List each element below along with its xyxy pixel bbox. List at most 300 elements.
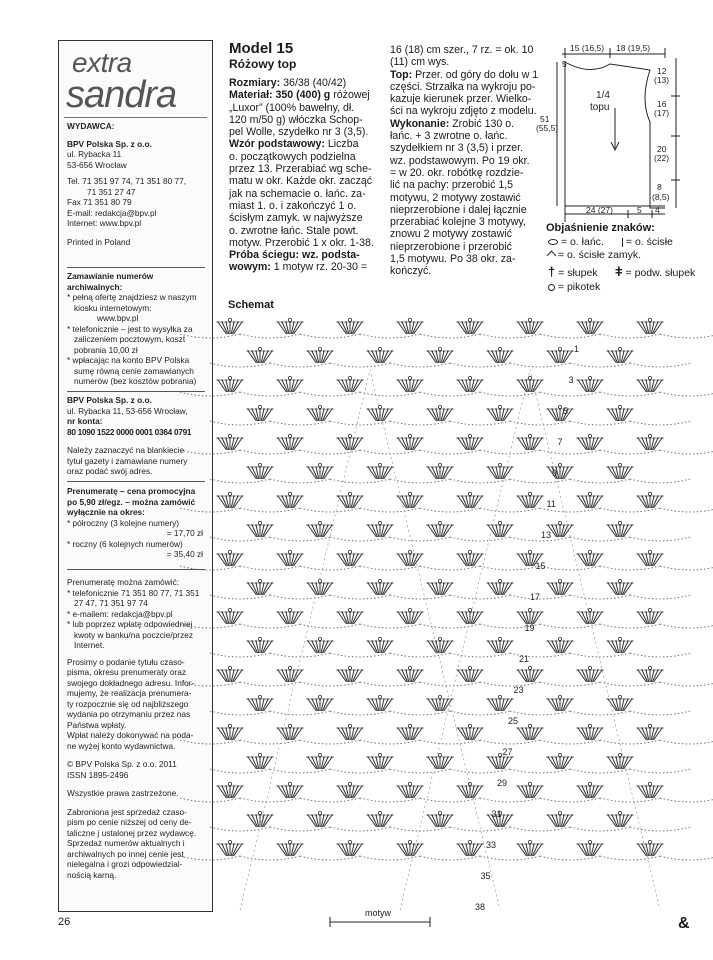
- archive-heading-2: archiwalnych:: [67, 281, 123, 292]
- chain-arch: [510, 769, 570, 773]
- picot-mark: [468, 840, 471, 843]
- request-line: wydania po otrzymaniu przez nas: [67, 709, 191, 719]
- picot-mark: [618, 521, 621, 524]
- article-text: o. początkowych podzielna: [229, 150, 356, 163]
- chain-arch: [240, 450, 300, 454]
- archive-line: numerów (bez kosztów pobrania): [74, 376, 197, 386]
- chain-arch: [660, 566, 713, 570]
- chain-arch: [240, 334, 300, 338]
- picot-mark: [498, 753, 501, 756]
- picot-mark: [348, 434, 351, 437]
- publisher-sidebar: [58, 40, 213, 912]
- picot-mark: [228, 608, 231, 611]
- picot-mark: [468, 608, 471, 611]
- article-text: matu w okr. Każde okr. zacząć: [229, 175, 373, 188]
- chain-arch: [330, 363, 390, 367]
- corner-mark: &: [678, 915, 690, 932]
- account-label: nr konta:: [67, 416, 103, 426]
- picot-mark: [228, 840, 231, 843]
- picot-mark: [318, 521, 321, 524]
- chain-arch: [300, 740, 360, 744]
- picot-mark: [378, 521, 381, 524]
- picot-mark: [528, 724, 531, 727]
- picot-mark: [258, 695, 261, 698]
- legend-chain: [548, 236, 604, 248]
- picot-mark: [558, 405, 561, 408]
- logo-sandra: sandra: [66, 74, 177, 116]
- picot-mark: [318, 695, 321, 698]
- picot-symbol-icon: [548, 284, 555, 291]
- article-text: części. Strzałka na wykroju po-: [390, 80, 536, 93]
- chain-arch: [330, 595, 390, 599]
- chain-arch: [660, 798, 713, 802]
- chain-arch: [270, 479, 330, 483]
- legend-slst-text: = o. ścisłe zamyk.: [557, 249, 642, 261]
- article-line: [229, 138, 379, 150]
- issn: ISSN 1895-2496: [67, 769, 129, 780]
- picot-mark: [438, 521, 441, 524]
- article-line: [229, 89, 379, 101]
- picot-mark: [588, 550, 591, 553]
- archive-line: * wpłacając na konto BPV Polska: [67, 355, 190, 365]
- picot-mark: [528, 840, 531, 843]
- chain-arch: [660, 450, 713, 454]
- row-number: 25: [508, 716, 519, 726]
- chain-arch: [630, 537, 690, 541]
- chain-arch: [390, 479, 450, 483]
- picot-mark: [348, 724, 351, 727]
- picot-mark: [288, 434, 291, 437]
- legend-slst: [548, 249, 641, 261]
- article-text: 16 (18) cm szer., 7 rz. = ok. 10: [390, 44, 534, 56]
- request-line: mujemy, że realizacja prenumera-: [67, 688, 192, 698]
- picot-mark: [468, 550, 471, 553]
- chain-arch: [510, 363, 570, 367]
- chain-arch: [660, 682, 713, 686]
- publisher-internet: Internet: www.bpv.pl: [67, 218, 142, 228]
- promo-year: * roczny (6 kolejnych numerów): [67, 538, 183, 549]
- picot-mark: [648, 666, 651, 669]
- chain-arch: [420, 682, 480, 686]
- picot-mark: [498, 695, 501, 698]
- article-text: kończyć.: [390, 265, 432, 278]
- article-text: łańc. + 3 zwrotne o. łańc.: [390, 130, 508, 143]
- archive-line: * pełną ofertę znajdziesz w naszym: [67, 292, 197, 302]
- chain-arch: [330, 827, 390, 831]
- picot-mark: [438, 347, 441, 350]
- legend-title: Objaśnienie znaków:: [546, 222, 655, 234]
- chain-arch: [570, 363, 630, 367]
- article-text: ści na wykroju zdjęto z modelu.: [390, 105, 537, 118]
- picot-mark: [618, 405, 621, 408]
- article-text: pel Wolle, szydełko nr 3 (3,5).: [229, 126, 369, 139]
- account-street: ul. Rybacka 11, 53-656 Wrocław,: [67, 405, 188, 416]
- picot-mark: [498, 579, 501, 582]
- picot-mark: [348, 608, 351, 611]
- chain-arch: [210, 653, 270, 657]
- publisher-info: [67, 121, 207, 247]
- row-number: 17: [530, 592, 541, 602]
- chain-arch: [480, 392, 540, 396]
- article-bold-term: Wzór podstawowy:: [229, 138, 325, 151]
- article-line: [390, 155, 540, 167]
- chain-arch: [450, 653, 510, 657]
- dim-bottom-far: 4: [655, 205, 660, 215]
- picot-mark: [558, 695, 561, 698]
- row-number: 21: [519, 654, 530, 664]
- picot-mark: [558, 521, 561, 524]
- chain-arch: [570, 595, 630, 599]
- dim-bottom-edge-2: (8,5): [652, 192, 670, 202]
- chain-arch: [330, 769, 390, 773]
- picot-mark: [618, 579, 621, 582]
- promo-half-price: = 17,70 zł: [166, 528, 203, 538]
- chain-arch: [630, 769, 690, 773]
- request-line: ty rozpocznie się od najbliższego: [67, 698, 189, 709]
- article-text: szydełkiem nr 3 (3,5) i przer.: [390, 142, 524, 155]
- article-text: Przer. od góry do dołu w 1: [412, 68, 539, 81]
- article-text: jak na schemacie o. łańc. za-: [229, 187, 366, 200]
- archive-line: zaliczeniem pocztowym, koszt: [74, 334, 186, 344]
- picot-mark: [408, 724, 411, 727]
- article-line: [390, 105, 540, 117]
- picot-mark: [618, 753, 621, 756]
- chain-arch: [210, 595, 270, 599]
- article-line: [390, 56, 540, 68]
- picot-mark: [558, 811, 561, 814]
- forbidden-line: Zabroniona jest sprzedaż czaso-: [67, 806, 187, 817]
- article-line: [229, 163, 379, 175]
- divider: [67, 391, 205, 392]
- dim-top-2: 18 (19,5): [616, 43, 651, 53]
- legend-chain-text: = o. łańc.: [560, 236, 604, 248]
- publisher-name: BPV Polska Sp. z o.o.: [67, 138, 152, 149]
- article-text: Zrobić 130 o.: [449, 117, 515, 130]
- garment-schematic: [536, 40, 690, 220]
- chain-arch: [210, 537, 270, 541]
- article-line: [390, 228, 540, 240]
- dim-neck: 5: [562, 59, 567, 69]
- picot-mark: [558, 463, 561, 466]
- article-line: [390, 179, 540, 191]
- chain-arch: [360, 566, 420, 570]
- picot-mark: [558, 637, 561, 640]
- chain-symbol-icon: [548, 239, 558, 245]
- forbidden-line: pism po cenie niższej od ceny de-: [67, 817, 192, 827]
- chain-arch: [240, 798, 300, 802]
- article-line: [229, 102, 379, 114]
- picot-mark: [648, 550, 651, 553]
- chain-arch: [450, 769, 510, 773]
- article-line: [229, 175, 379, 187]
- article-text: miast 1. o. i zakończyć 1 o.: [229, 199, 357, 212]
- bank-account: [67, 395, 207, 477]
- request-line: pisma, okresu prenumeraty oraz: [67, 667, 186, 677]
- dim-bottom-right: 5: [637, 205, 642, 215]
- account-name: BPV Polska Sp. z o.o.: [67, 395, 152, 405]
- chain-arch: [390, 421, 450, 425]
- chain-arch: [300, 566, 360, 570]
- note-line: Należy zaznaczyć na blankiecie: [67, 445, 185, 455]
- picot-mark: [228, 318, 231, 321]
- article-column-1: [229, 40, 379, 274]
- picot-mark: [348, 840, 351, 843]
- chain-arch: [300, 682, 360, 686]
- picot-mark: [468, 434, 471, 437]
- chain-arch: [510, 827, 570, 831]
- article-line: [390, 69, 540, 81]
- picot-mark: [288, 724, 291, 727]
- chain-arch: [480, 334, 540, 338]
- article-line: [390, 44, 540, 56]
- chain-arch: [480, 856, 540, 860]
- label-top: topu: [590, 102, 610, 113]
- sc-symbol-icon: [622, 238, 623, 247]
- picot-mark: [648, 318, 651, 321]
- chain-arch: [330, 537, 390, 541]
- picot-mark: [378, 637, 381, 640]
- dc-symbol-icon: †: [548, 264, 556, 279]
- picot-mark: [378, 811, 381, 814]
- picot-mark: [648, 434, 651, 437]
- article-line: [390, 241, 540, 253]
- picot-mark: [228, 434, 231, 437]
- chain-arch: [360, 856, 420, 860]
- dim-top-1: 15 (16,5): [570, 43, 605, 53]
- dim-armhole: 16: [657, 99, 667, 109]
- picot-mark: [528, 318, 531, 321]
- chain-arch: [210, 711, 270, 715]
- picot-mark: [438, 579, 441, 582]
- chain-arch: [480, 566, 540, 570]
- divider: [67, 569, 205, 570]
- picot-mark: [258, 405, 261, 408]
- publisher-tel-2: 71 351 27 47: [87, 186, 136, 197]
- picot-mark: [258, 347, 261, 350]
- picot-mark: [378, 695, 381, 698]
- row-number: 23: [513, 685, 524, 695]
- chain-arch: [600, 682, 660, 686]
- picot-mark: [348, 318, 351, 321]
- dim-shoulder: 12: [657, 66, 667, 76]
- chain-arch: [540, 682, 600, 686]
- label-quarter: 1/4: [596, 90, 610, 101]
- picot-mark: [558, 347, 561, 350]
- picot-mark: [228, 550, 231, 553]
- picot-mark: [288, 782, 291, 785]
- chain-arch: [360, 624, 420, 628]
- article-line: [390, 265, 540, 277]
- article-text: Liczba: [324, 138, 359, 151]
- row-number: 27: [502, 747, 513, 757]
- chain-arch: [420, 798, 480, 802]
- picot-mark: [588, 434, 591, 437]
- chain-arch: [330, 421, 390, 425]
- picot-mark: [438, 405, 441, 408]
- article-line: [390, 93, 540, 105]
- picot-mark: [348, 666, 351, 669]
- picot-mark: [348, 492, 351, 495]
- chain-arch: [510, 421, 570, 425]
- dtr-symbol-icon: ǂ: [615, 264, 623, 279]
- order-line: * telefonicznie 71 351 80 77, 71 351: [67, 587, 200, 598]
- chain-arch: [390, 595, 450, 599]
- order-line: * e-mailem: redakcja@bpv.pl: [67, 608, 173, 619]
- article-line: [229, 225, 379, 237]
- chain-arch: [270, 595, 330, 599]
- picot-mark: [318, 637, 321, 640]
- chain-arch: [240, 392, 300, 396]
- chain-arch: [540, 392, 600, 396]
- order-line: Prenumeratę można zamówić:: [67, 577, 180, 587]
- picot-mark: [498, 347, 501, 350]
- picot-mark: [588, 840, 591, 843]
- article-line: [229, 200, 379, 212]
- picot-mark: [618, 811, 621, 814]
- note-line: tytuł gazety i zamawiane numery: [67, 455, 188, 466]
- row-number: 38: [475, 902, 486, 912]
- chain-arch: [480, 682, 540, 686]
- picot-mark: [648, 492, 651, 495]
- picot-mark: [318, 753, 321, 756]
- chain-arch: [240, 624, 300, 628]
- article-text: lić na pachy: przerobić 1,5: [390, 179, 514, 192]
- article-text: 120 m/50 g) włóczka Schop-: [229, 113, 363, 126]
- motif-label: motyw: [365, 908, 392, 918]
- order-line: kwoty w banku/na poczcie/przez: [74, 629, 193, 640]
- archive-line: sumę równą cenie zamawianych: [74, 365, 194, 376]
- promo-line: Prenumeratę – cena promocyjna: [67, 486, 196, 496]
- chain-arch: [630, 363, 690, 367]
- article-col2-body: [390, 44, 540, 278]
- order-line: * lub poprzez wpłatę odpowiedniej: [67, 619, 193, 629]
- picot-mark: [228, 666, 231, 669]
- chain-arch: [600, 392, 660, 396]
- crochet-chart: [220, 310, 710, 930]
- legend-dc: [548, 264, 598, 279]
- archive-heading: Zamawianie numerów: [67, 271, 154, 281]
- dim-bottom-edge: 8: [657, 182, 662, 192]
- row-number: 5: [563, 406, 569, 416]
- chain-arch: [510, 479, 570, 483]
- archive-line: * telefonicznie – jest to wysyłka za: [67, 323, 193, 334]
- picot-mark: [228, 492, 231, 495]
- request-line: Państwa wpłaty.: [67, 719, 127, 730]
- chain-arch: [390, 653, 450, 657]
- picot-mark: [528, 608, 531, 611]
- article-text: (11) cm wys.: [390, 56, 450, 69]
- order-line: Internet.: [74, 640, 105, 650]
- picot-mark: [528, 434, 531, 437]
- article-line: [390, 253, 540, 265]
- picot-mark: [378, 579, 381, 582]
- chain-arch: [210, 769, 270, 773]
- picot-mark: [648, 376, 651, 379]
- picot-mark: [318, 405, 321, 408]
- chain-arch: [360, 334, 420, 338]
- archive-line: www.bpv.pl: [97, 313, 139, 323]
- chain-arch: [540, 856, 600, 860]
- chain-arch: [360, 740, 420, 744]
- chain-arch: [330, 711, 390, 715]
- chain-arch: [300, 798, 360, 802]
- picot-mark: [438, 695, 441, 698]
- chain-arch: [630, 711, 690, 715]
- chain-arch: [330, 479, 390, 483]
- chain-arch: [510, 537, 570, 541]
- picot-mark: [258, 521, 261, 524]
- publisher-email: E-mail: redakcja@bpv.pl: [67, 207, 157, 218]
- picot-mark: [438, 753, 441, 756]
- forbidden-line: nością karną.: [67, 869, 117, 880]
- picot-mark: [528, 666, 531, 669]
- legend-dtr-text: = podw. słupek: [625, 267, 696, 279]
- picot-mark: [648, 782, 651, 785]
- picot-mark: [468, 724, 471, 727]
- forbidden-line: taliczne j ustalonej przez wydawcę.: [67, 827, 197, 838]
- article-text: o. zwrotne łańc. Stale powt.: [229, 224, 359, 237]
- article-bold-term: Próba ściegu: wz. podsta-: [229, 249, 360, 262]
- chain-arch: [390, 711, 450, 715]
- chain-arch: [420, 566, 480, 570]
- row-number: 19: [524, 623, 535, 633]
- article-text: różowej: [330, 89, 370, 102]
- chain-arch: [360, 682, 420, 686]
- chain-arch: [600, 624, 660, 628]
- chain-arch: [450, 711, 510, 715]
- chain-arch: [540, 566, 600, 570]
- picot-mark: [228, 724, 231, 727]
- chain-arch: [270, 363, 330, 367]
- dim-bottom-width: 24 (27): [586, 205, 613, 215]
- publisher-street: ul. Rybacka 11: [67, 149, 122, 159]
- chain-arch: [600, 508, 660, 512]
- dim-shoulder-2: (13): [654, 75, 670, 85]
- chain-arch: [600, 740, 660, 744]
- article-bold-term: Materiał: 350 (400) g: [229, 89, 331, 102]
- picot-mark: [588, 608, 591, 611]
- chain-arch: [600, 450, 660, 454]
- chain-arch: [660, 624, 713, 628]
- chain-arch: [420, 740, 480, 744]
- article-line: [390, 81, 540, 93]
- picot-mark: [468, 666, 471, 669]
- picot-mark: [438, 463, 441, 466]
- picot-mark: [618, 463, 621, 466]
- promo-line: wyłącznie na okres:: [67, 507, 145, 517]
- chain-arch: [630, 479, 690, 483]
- chain-arch: [570, 537, 630, 541]
- article-line: [390, 192, 540, 204]
- picot-mark: [648, 608, 651, 611]
- picot-mark: [378, 463, 381, 466]
- picot-mark: [468, 376, 471, 379]
- logo-extra: extra: [72, 47, 132, 78]
- chain-arch: [270, 711, 330, 715]
- chart-title: Schemat: [228, 299, 274, 311]
- article-line: [390, 216, 540, 228]
- chain-arch: [450, 479, 510, 483]
- chain-arch: [420, 450, 480, 454]
- chain-arch: [570, 421, 630, 425]
- picot-mark: [468, 492, 471, 495]
- picot-mark: [618, 347, 621, 350]
- article-text: wz. podstawowym. Po 19 okr.: [390, 154, 530, 167]
- picot-mark: [288, 318, 291, 321]
- picot-mark: [498, 405, 501, 408]
- order-line: 27 47, 71 351 97 74: [74, 598, 148, 608]
- chain-arch: [270, 769, 330, 773]
